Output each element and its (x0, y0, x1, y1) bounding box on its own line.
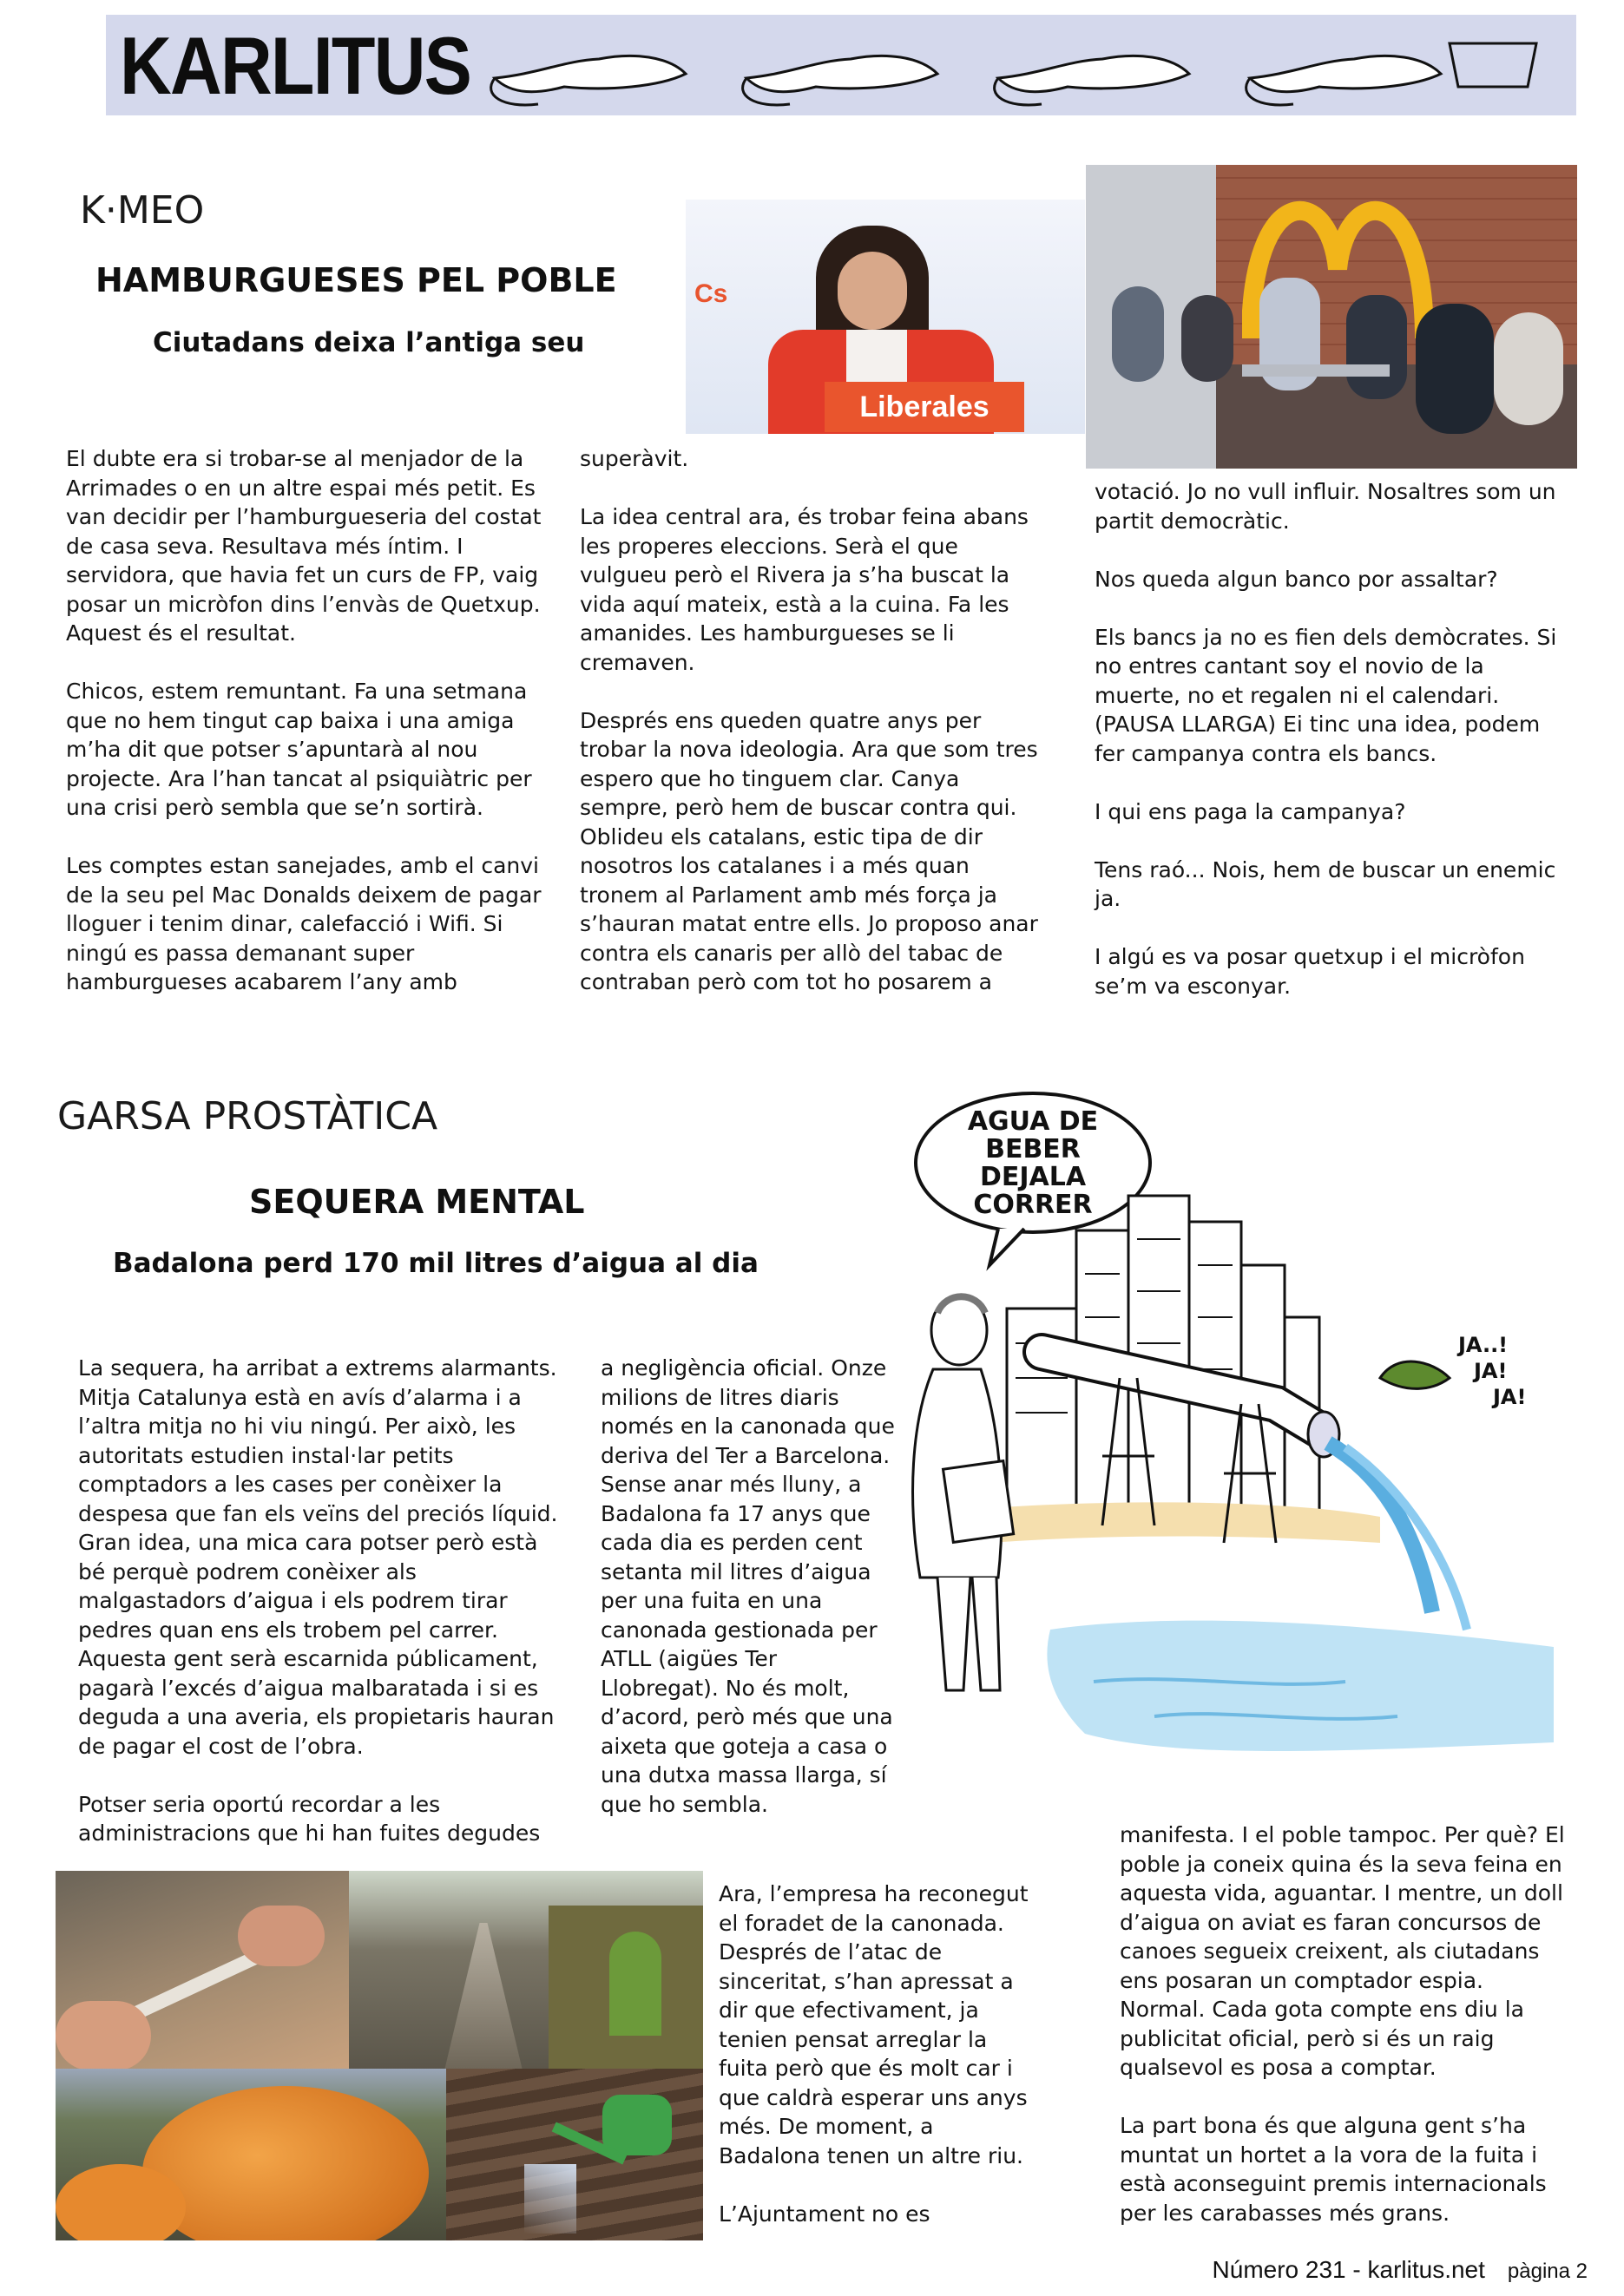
article2-column-1 (78, 1354, 564, 1848)
paragraph: La sequera, ha arribat a extrems alarmants. Mitja Catalunya està en avís d’alarma i a l’altra mitja no hi viu ningú. Per això, les autoritats estudien instal·lar petits comptadors a les cases per conèixer la despesa que fan els veïns del preciós líquid. Gran idea, una mica cara potser però està bé perquè podrem conèixer als malgastadors d’aigua i els podrem tirar pedres quan ens els trobem pel carrer. Aquesta gent serà escarnida públicament, pagarà l’excés d’aigua malbaratada i si es deguda a una averia, els propietaris hauran de pagar el cost de l’obra. (78, 1355, 558, 1759)
brand-logo: KARLITUS (120, 20, 471, 111)
paragraph: superàvit. (580, 446, 689, 471)
paragraph: Potser seria oportú recordar a les administracions que hi han fuites degudes (78, 1791, 541, 1846)
paragraph: Ara, l’empresa ha reconegut el foradet de la canonada. Després de l’atac de sinceritat, s’han apressat a dir que efectivament, ja tenien pensat arreglar la fuita però que és molt car i que caldrà esperar uns anys més. De moment, a Badalona tenen un altre riu. (719, 1881, 1029, 2168)
article1-column-3 (1095, 477, 1568, 1000)
watering-can-photo (446, 2069, 703, 2240)
paragraph: La idea central ara, és trobar feina abans les properes eleccions. Serà el que vulgueu però el Rivera ja s’ha buscat la vida aquí mateix, està a la cuina. Fa les amanides. Les hamburgueses se li cremaven. (580, 504, 1029, 675)
paragraph: I algú es va posar quetxup i el micròfon se’m va esconyar. (1095, 944, 1525, 999)
paragraph: Després ens queden quatre anys per trobar la nova ideologia. Ara que som tres espero que ho tinguem clar. Canya sempre, però hem de buscar contra qui. Oblideu els catalans, estic tipa de dir nosotros los catalanes i a més quan tronem al Parlament amb més força ja s’hauran matat entre ells. Jo proposo anar contra els canaris per allò del tabac de contraban però com tot ho posarem a (580, 707, 1038, 994)
pipe-hands-photo (56, 1871, 349, 2069)
article2-column-2 (601, 1354, 896, 1819)
article2-column-3 (719, 1879, 1040, 2228)
page-number: pàgina 2 (1507, 2260, 1588, 2283)
issue-info: Número 231 - karlitus.net (1212, 2256, 1485, 2283)
headline: SEQUERA MENTAL (249, 1183, 585, 1221)
laugh-text: JA..! (1458, 1333, 1509, 1357)
article1-column-1 (66, 444, 552, 997)
paragraph: El dubte era si trobar-se al menjador de la Arrimades o en un altre espai més petit. Es van decidir per l’hamburgueseria del costat de casa seva. Resultava més íntim. I servidora, que havia fet un curs de FP, vaig posar un micròfon dins l’envàs de Quetxup. Aquest és el resultat. (66, 446, 542, 646)
irrigation-channel-photo (349, 1871, 703, 2069)
speaker-photo (686, 200, 1085, 434)
subheadline: Badalona perd 170 mil litres d’aigua al dia (113, 1248, 759, 1279)
laugh-text: JA! (1493, 1385, 1527, 1409)
cartoon-leaking-pipe (894, 1092, 1580, 1777)
party-logo: Cs (694, 279, 728, 308)
bubble-line: BEBER (985, 1134, 1081, 1164)
article2-column-4 (1120, 1820, 1571, 2227)
paragraph: votació. Jo no vull influir. Nosaltres som un partit democràtic. (1095, 479, 1556, 534)
paragraph: Els bancs ja no es fien dels demòcrates. Si no entres cantant soy el novio de la muerte, no et regalen ni el calendari. (PAUSA LLARGA) Ei tinc una idea, podem fer campanya contra els bancs. (1095, 624, 1557, 766)
paragraph: Chicos, estem remuntant. Fa una setmana que no hem tingut cap baixa i una amiga m’ha dit que potser s’apuntarà al nou projecte. Ara l’han tancat al psiquiàtric per una crisi però sembla que se’n sortirà. (66, 679, 532, 820)
paragraph: Nos queda algun banco por assaltar? (1095, 566, 1498, 592)
bubble-line: CORRER (973, 1190, 1093, 1220)
paragraph: manifesta. I el poble tampoc. Per què? El poble ja coneix quina és la seva feina en aquesta vida, aguantar. I mentre, un doll d’aigua on aviat es faran concursos de canoes segueix creixent, als ciutadans ens posaran un comptador espia. Normal. Cada gota compte ens diu la publicitat oficial, però si és un raig qualsevol es posa a comptar. (1120, 1822, 1565, 2080)
bubble-line: AGUA DE (967, 1106, 1099, 1137)
paragraph: L’Ajuntament no es (719, 2201, 930, 2227)
bubble-line: DEJALA (979, 1162, 1087, 1192)
section-title: GARSA PROSTÀTICA (57, 1094, 438, 1138)
restaurant-meeting-photo (1086, 165, 1577, 469)
podium-sign: Liberales (825, 382, 1024, 432)
subheadline: Ciutadans deixa l’antiga seu (153, 327, 585, 358)
page-footer (1213, 2256, 1588, 2284)
paragraph: La part bona és que alguna gent s’ha muntat un hortet a la vora de la fuita i està aconseguint premis internacionals per les carabasses més grans. (1120, 2113, 1547, 2226)
paragraph: I qui ens paga la campanya? (1095, 798, 1406, 824)
rats-illustration (486, 26, 1571, 113)
headline: HAMBURGUESES PEL POBLE (95, 261, 617, 299)
article1-column-2 (580, 444, 1049, 997)
section-title: K·MEO (80, 188, 205, 233)
paragraph: Tens raó... Nois, hem de buscar un enemic ja. (1095, 856, 1556, 911)
paragraph: Les comptes estan sanejades, amb el canvi de la seu pel Mac Donalds deixem de pagar lloguer i tenim dinar, calefacció i Wifi. Si ningú es passa demanant super hamburgueses acabarem l’any amb (66, 853, 542, 994)
paragraph: a negligència oficial. Onze milions de litres diaris només en la canonada que deriva del Ter a Barcelona. Sense anar més lluny, a Badalona fa 17 anys que cada dia es perden cent setanta mil litres d’aigua per una fuita en una canonada gestionada per ATLL (aigües Ter Llobregat). No és molt, d’acord, però més que una aixeta que goteja a casa o una dutxa massa llarga, sí que ho sembla. (601, 1355, 895, 1817)
giant-pumpkin-photo (56, 2069, 446, 2240)
laugh-text: JA! (1474, 1359, 1508, 1383)
